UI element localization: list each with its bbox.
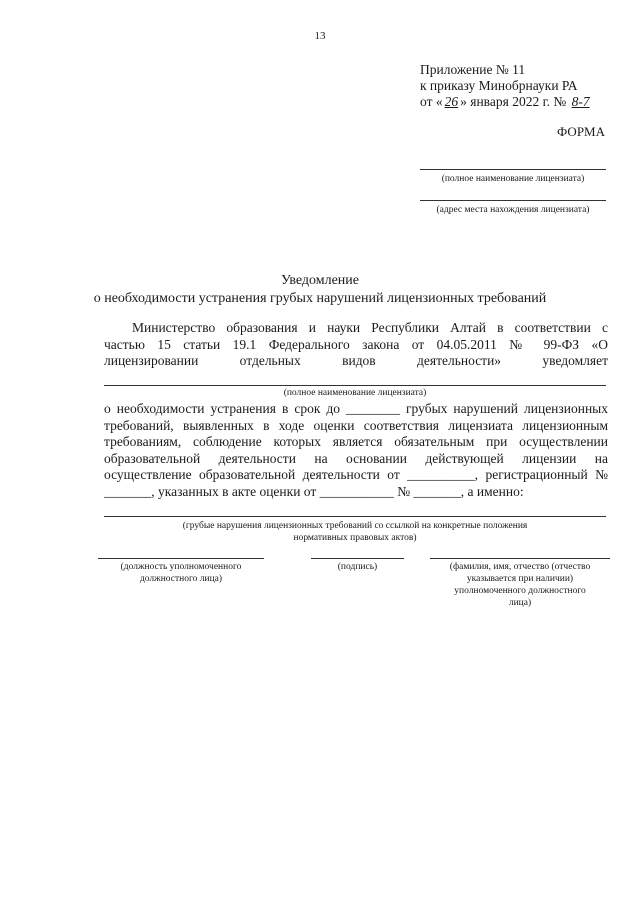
appendix-line-2: к приказу Минобрнауки РА — [420, 78, 578, 93]
fio-caption-line-3: уполномоченного должностного — [454, 586, 586, 596]
licensee-address-line — [420, 200, 606, 201]
violations-caption-line-1: (грубые нарушения лицензионных требований со ссылкой на конкретные положения — [182, 521, 528, 531]
violations-fill-line — [104, 516, 606, 517]
appendix-block — [420, 62, 592, 110]
fio-caption-line-1: (фамилия, имя, отчество (отчество — [449, 562, 591, 572]
handwritten-day: 26 — [444, 94, 459, 109]
p1-line-1: Министерство образования и науки Республики Алтай в соответствии с — [132, 320, 608, 335]
appendix-line-3 — [420, 94, 592, 110]
appendix-line-1: Приложение № 11 — [420, 62, 526, 77]
form-label: ФОРМА — [557, 124, 605, 139]
p2-line-6: _______, указанных в акте оценки от ___________ № _______, а именно: — [104, 483, 524, 499]
appendix-date-prefix: от « — [420, 94, 443, 109]
p2-line-3: требованиям, соблюдение которых является обязательным при осуществлении — [104, 434, 608, 449]
licensee-name-line — [420, 169, 606, 170]
p2-line-2: требований, выявленных в ходе оценки соответствия лицензиата лицензионным — [104, 417, 608, 433]
fio-caption-line-2: указывается при наличии) — [466, 574, 574, 584]
p1-line-2: частью 15 статьи 19.1 Федерального закона от 04.05.2011 № 99-ФЗ «О — [104, 336, 608, 352]
position-line — [98, 558, 264, 559]
fio-line — [430, 558, 610, 559]
position-caption-line-1: (должность уполномоченного — [120, 562, 242, 572]
appendix-date-mid: » января 2022 г. № — [460, 94, 570, 109]
licensee-caption: (полное наименование лицензиата) — [283, 388, 427, 398]
document-title — [0, 272, 640, 308]
page-number: 13 — [314, 30, 326, 42]
signature-line — [311, 558, 404, 559]
violations-caption-line-2: нормативных правовых актов) — [293, 533, 417, 543]
position-caption — [92, 561, 270, 585]
title-line-2: о необходимости устранения грубых нарушений лицензионных требований — [93, 291, 547, 306]
title-line-1: Уведомление — [280, 273, 359, 288]
signature-caption: (подпись) — [337, 562, 378, 572]
licensee-fill-line — [104, 385, 606, 386]
fio-caption — [428, 561, 612, 609]
position-caption-line-2: должностного лица) — [139, 574, 223, 584]
fio-caption-line-4: лица) — [508, 598, 532, 608]
handwritten-order-number: 8-7 — [571, 94, 590, 109]
licensee-name-caption: (полное наименование лицензиата) — [441, 174, 585, 184]
licensee-address-caption: (адрес места нахождения лицензиата) — [436, 205, 590, 215]
p2-line-5: осуществление образовательной деятельности от __________, регистрационный № — [104, 467, 608, 482]
p2-line-4: образовательной деятельности на основании действующей лицензии на — [104, 450, 608, 466]
paragraph-2 — [104, 401, 608, 500]
paragraph-1 — [104, 320, 608, 370]
violations-caption — [104, 520, 606, 544]
p2-line-1: о необходимости устранения в срок до ________ грубых нарушений лицензионных — [104, 401, 608, 416]
p1-line-3: лицензировании отдельных видов деятельности» уведомляет — [104, 353, 608, 368]
